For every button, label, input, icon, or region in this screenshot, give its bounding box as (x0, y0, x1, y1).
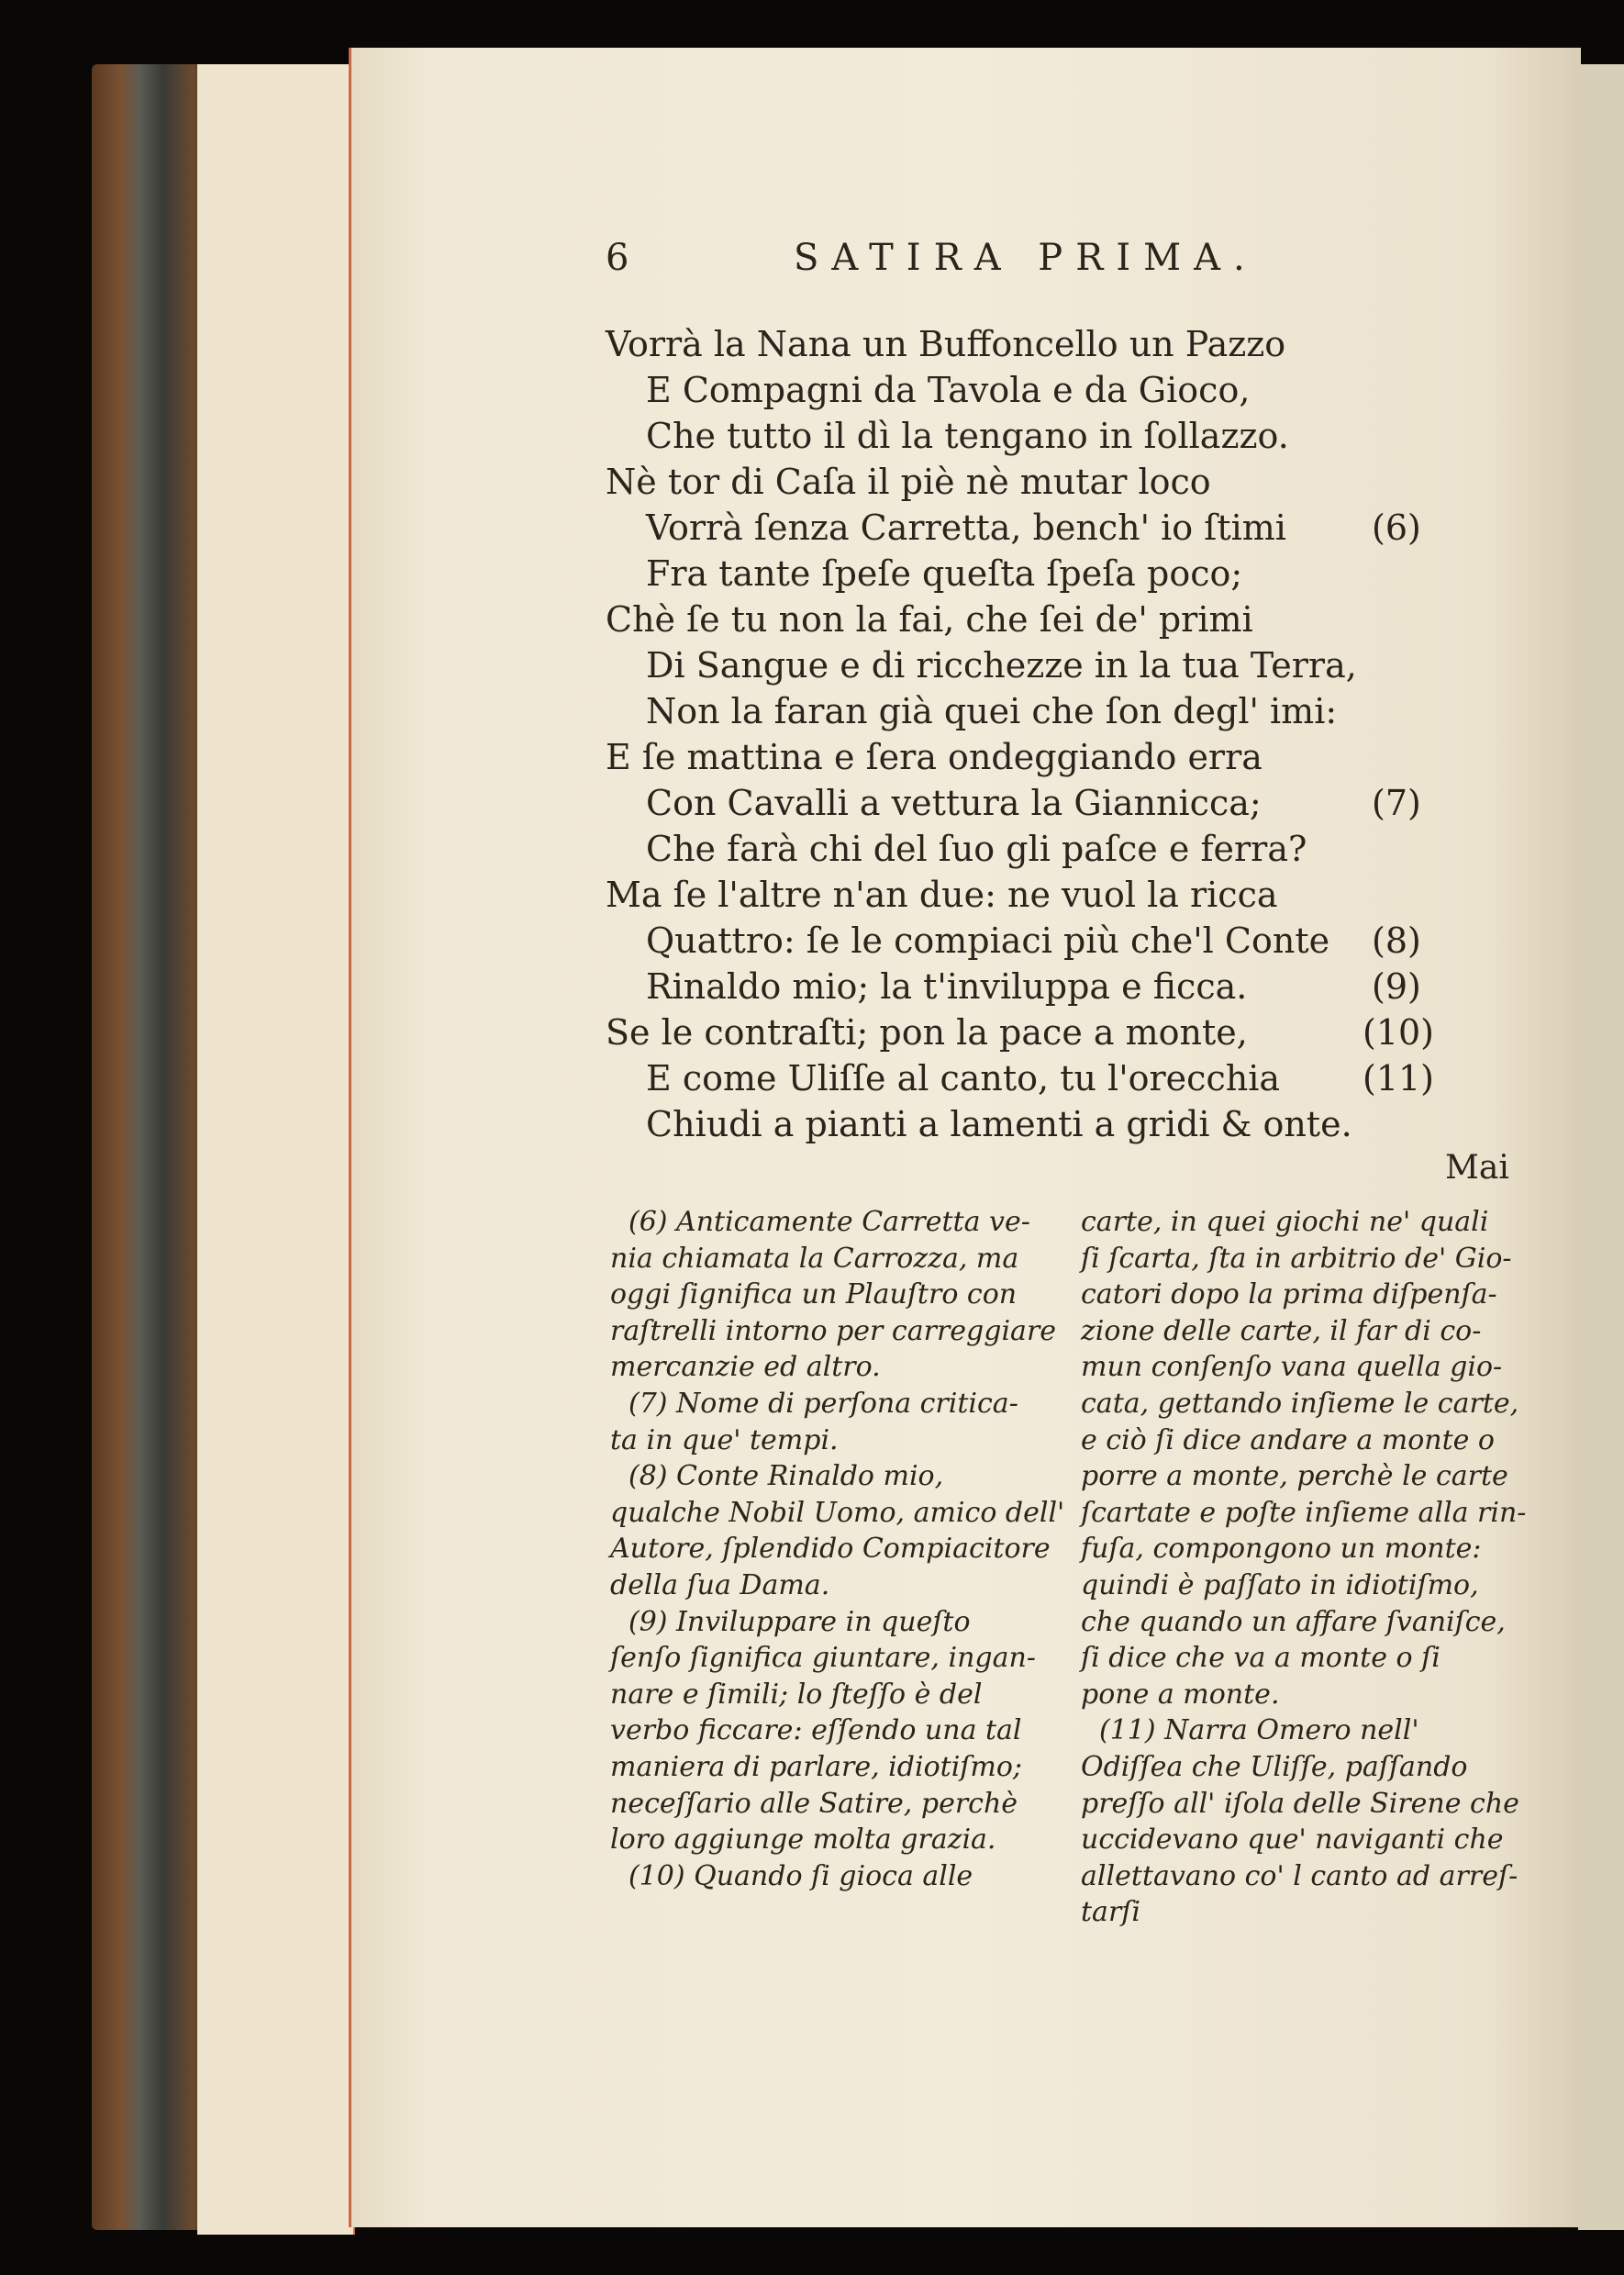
footnote-line: uccidevano que' naviganti che (1081, 1823, 1504, 1857)
footnote-line: (10) Quando ſi gioca alle (628, 1859, 973, 1892)
verse-line: Quattro: ſe le compiaci più che'l Conte (646, 920, 1330, 961)
verse-line: Non la faran già quei che ſon degl' imi: (646, 691, 1338, 731)
verse-line: E Compagni da Tavola e da Gioco, (646, 370, 1251, 410)
verse-line: Fra tante ſpeſe queſta ſpeſa poco; (646, 553, 1243, 594)
footnote-line: ta in que' tempi. (610, 1423, 839, 1456)
footnote-line: oggi ſignifica un Plauſtro con (610, 1278, 1018, 1311)
verse-line: Chè ſe tu non la fai, che ſei de' primi (606, 599, 1253, 640)
footnote-line: cata, gettando inſieme le carte, (1081, 1387, 1519, 1420)
footnote-line: raſtrelli intorno per carreggiare (610, 1314, 1057, 1347)
footnotes-right-column (1081, 1204, 1526, 1931)
verse-note-marker: (11) (1363, 1058, 1435, 1098)
footnote-line: ſenſo ſignifica giuntare, ingan- (610, 1642, 1036, 1675)
footnote-line: (11) Narra Omero nell' (1099, 1714, 1419, 1747)
verse-line: E ſe mattina e ſera ondeggiando erra (606, 737, 1262, 777)
footnote-line: (6) Anticamente Carretta ve- (628, 1206, 1030, 1238)
verse-line: Se le contraſti; pon la pace a monte, (606, 1012, 1248, 1053)
footnote-line: ſi ſcarta, ſta in arbitrio de' Gio- (1081, 1242, 1512, 1275)
footnote-line: mercanzie ed altro. (610, 1351, 881, 1384)
footnote-line: qualche Nobil Uomo, amico dell' (610, 1496, 1065, 1529)
footnote-line: (8) Conte Rinaldo mio, (628, 1460, 944, 1493)
footnote-line: mun conſenſo vana quella gio- (1081, 1351, 1503, 1384)
footnote-line: porre a monte, perchè le carte (1081, 1460, 1508, 1493)
footnote-line: nare e ſimili; lo ſteſſo è del (610, 1678, 983, 1711)
verse-note-marker: (6) (1372, 507, 1421, 548)
verse-line: Nè tor di Caſa il piè nè mutar loco (606, 462, 1211, 502)
footnote-line: catori dopo la prima diſpenſa- (1081, 1278, 1497, 1311)
page-number: 6 (606, 237, 629, 279)
facing-page-edge (1578, 64, 1624, 2230)
footnotes-left-column (610, 1204, 1064, 1894)
footnote-line: tarſi (1081, 1896, 1140, 1929)
footnote-line: zione delle carte, il far di co- (1081, 1314, 1482, 1347)
footnote-line: che quando un affare ſvaniſce, (1081, 1605, 1506, 1638)
verse-line: Che tutto il dì la tengano in ſollazzo. (646, 416, 1289, 456)
catchword: Mai (1445, 1149, 1509, 1187)
footnote-line: della ſua Dama. (610, 1568, 830, 1601)
footnote-line: preſſo all' iſola delle Sirene che (1081, 1787, 1519, 1820)
page-edge (197, 64, 254, 2235)
footnote-line: verbo ficcare: eſſendo una tal (610, 1714, 1022, 1747)
footnote-line: neceſſario alle Satire, perchè (610, 1787, 1018, 1820)
footnote-line: (9) Inviluppare in queſto (628, 1605, 971, 1638)
page-edge (298, 64, 355, 2235)
page-edge (248, 64, 305, 2235)
verse-line: Di Sangue e di ricchezze in la tua Terra, (646, 645, 1357, 686)
verse-line: E come Uliſſe al canto, tu l'orecchia (646, 1058, 1281, 1098)
footnote-line: maniera di parlare, idiotiſmo; (610, 1750, 1023, 1783)
verse-line: Chiudi a pianti a lamenti a gridi & onte. (646, 1104, 1352, 1144)
footnote-line: fuſa, compongono un monte: (1081, 1533, 1482, 1566)
verse-line: Rinaldo mio; la t'inviluppa e ficca. (646, 966, 1248, 1007)
footnote-line: quindi è paſſato in idiotiſmo, (1081, 1568, 1479, 1601)
footnote-line: Odiſſea che Uliſſe, paſſando (1081, 1750, 1468, 1783)
footnote-line: Autore, ſplendido Compiacitore (610, 1533, 1051, 1566)
footnote-line: nia chiamata la Carrozza, ma (610, 1242, 1019, 1275)
footnote-line: (7) Nome di perſona critica- (628, 1387, 1018, 1420)
verse-note-marker: (7) (1372, 783, 1421, 823)
footnote-line: carte, in quei giochi ne' quali (1081, 1206, 1489, 1238)
verse-note-marker: (10) (1363, 1012, 1435, 1053)
verse-note-marker: (8) (1372, 920, 1421, 961)
verse-note-marker: (9) (1372, 966, 1421, 1007)
footnote-line: e ciò ſi dice andare a monte o (1081, 1423, 1495, 1456)
verse-line: Con Cavalli a vettura la Giannicca; (646, 783, 1262, 823)
verse-line: Che farà chi del ſuo gli paſce e ferra? (646, 829, 1307, 869)
footnote-line: ſi dice che va a monte o ſi (1081, 1642, 1440, 1675)
page-title: SATIRA PRIMA. (794, 237, 1258, 279)
footnote-line: allettavano co' l canto ad arreſ- (1081, 1859, 1518, 1892)
footnote-line: loro aggiunge molta grazia. (610, 1823, 996, 1857)
book-cover (92, 64, 211, 2230)
verse-line: Ma ſe l'altre n'an due: ne vuol la ricca (606, 875, 1278, 915)
footnote-line: pone a monte. (1081, 1678, 1280, 1711)
verse-line: Vorrà la Nana un Buffoncello un Pazzo (606, 324, 1286, 364)
footnote-line: ſcartate e poſte inſieme alla rin- (1081, 1496, 1527, 1529)
verse-line: Vorrà ſenza Carretta, bench' io ſtimi (646, 507, 1286, 548)
